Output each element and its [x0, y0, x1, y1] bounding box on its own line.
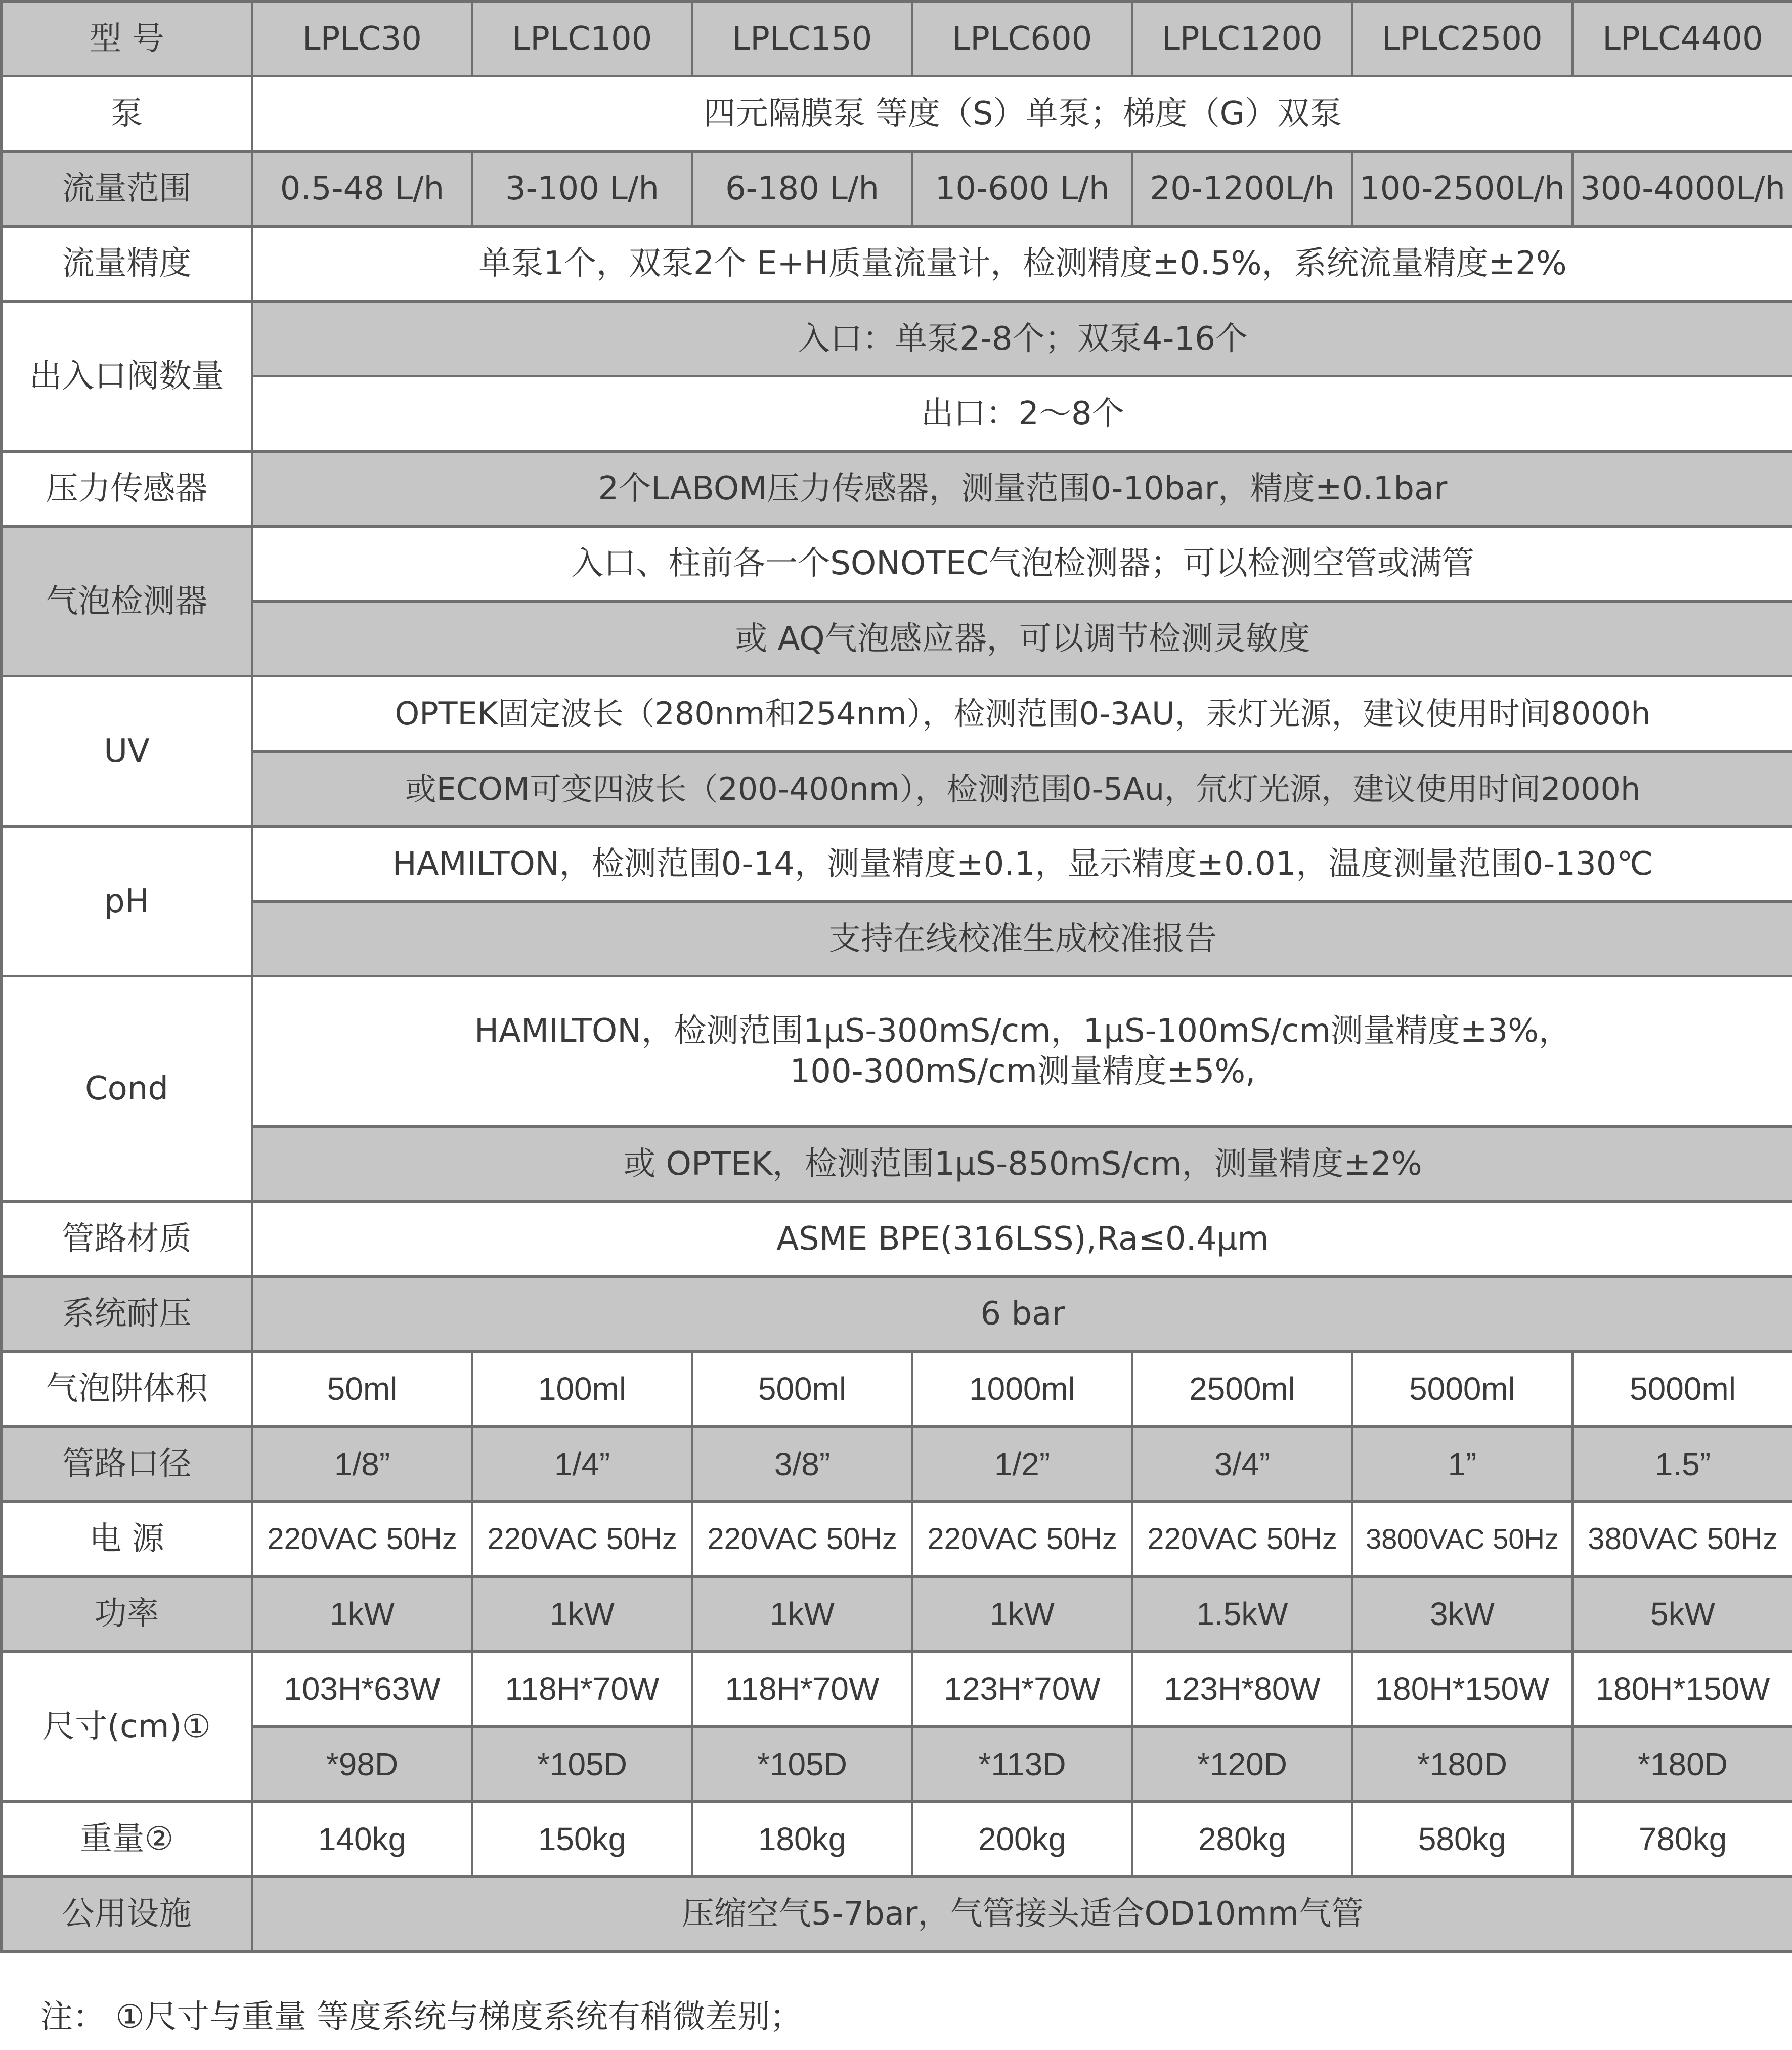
table-cell: 180H*150W — [1572, 1651, 1792, 1726]
table-cell: 3-100 L/h — [472, 151, 692, 226]
row-label: 出入口阀数量 — [2, 302, 252, 452]
pump-value: 四元隔膜泵 等度（S）单泵；梯度（G）双泵 — [252, 76, 1792, 151]
uv-row-2 — [2, 751, 1792, 826]
table-cell: 220VAC 50Hz — [472, 1502, 692, 1576]
uv-line2: 或ECOM可变四波长（200-400nm），检测范围0-5Au，氘灯光源，建议使用时间2000h — [252, 751, 1792, 826]
table-cell: 3/8” — [692, 1427, 912, 1502]
size-row-2 — [2, 1727, 1792, 1802]
table-cell: 500ml — [692, 1351, 912, 1426]
row-label: 气泡检测器 — [2, 526, 252, 676]
ph-line2: 支持在线校准生成校准报告 — [252, 902, 1792, 976]
table-cell: *180D — [1572, 1727, 1792, 1802]
power-supply-row — [2, 1502, 1792, 1576]
model-header: LPLC100 — [472, 2, 692, 76]
table-cell: 0.5-48 L/h — [252, 151, 472, 226]
table-cell: 180kg — [692, 1802, 912, 1876]
table-cell: 1/8” — [252, 1427, 472, 1502]
table-cell: 220VAC 50Hz — [912, 1502, 1132, 1576]
cond-line1a: HAMILTON，检测范围1μS-300mS/cm，1μS-100mS/cm测量精度±3%， — [474, 1012, 1571, 1050]
row-label: 电 源 — [2, 1502, 252, 1576]
bubble-detector-line2: 或 AQ气泡感应器，可以调节检测灵敏度 — [252, 602, 1792, 676]
flow-accuracy-row — [2, 226, 1792, 301]
table-cell: 220VAC 50Hz — [252, 1502, 472, 1576]
valves-row-2 — [2, 376, 1792, 451]
model-header: LPLC1200 — [1132, 2, 1352, 76]
row-label: 管路材质 — [2, 1202, 252, 1276]
table-cell: 2500ml — [1132, 1351, 1352, 1426]
table-cell: 3800VAC 50Hz — [1352, 1502, 1572, 1576]
utilities-row — [2, 1876, 1792, 1951]
model-header: LPLC4400 — [1572, 2, 1792, 76]
table-cell: 6-180 L/h — [692, 151, 912, 226]
flow-range-row — [2, 151, 1792, 226]
weight-row — [2, 1802, 1792, 1876]
table-cell: 5000ml — [1572, 1351, 1792, 1426]
table-cell: *105D — [472, 1727, 692, 1802]
table-cell: 140kg — [252, 1802, 472, 1876]
system-pressure-row — [2, 1276, 1792, 1351]
system-pressure-value: 6 bar — [252, 1276, 1792, 1351]
model-header: LPLC600 — [912, 2, 1132, 76]
flow-accuracy-value: 单泵1个，双泵2个 E+H质量流量计，检测精度±0.5%，系统流量精度±2% — [252, 226, 1792, 301]
pressure-sensor-value: 2个LABOM压力传感器，测量范围0-10bar，精度±0.1bar — [252, 451, 1792, 526]
uv-row — [2, 676, 1792, 751]
ph-row-2 — [2, 902, 1792, 976]
row-label: 公用设施 — [2, 1876, 252, 1951]
valves-inlet: 入口：单泵2-8个；双泵4-16个 — [252, 302, 1792, 376]
bubble-trap-row — [2, 1351, 1792, 1426]
table-cell: *105D — [692, 1727, 912, 1802]
row-label: 流量范围 — [2, 151, 252, 226]
table-cell: 1kW — [252, 1576, 472, 1651]
bubble-detector-row-2 — [2, 602, 1792, 676]
valves-row — [2, 302, 1792, 376]
pump-row — [2, 76, 1792, 151]
table-cell: 100ml — [472, 1351, 692, 1426]
table-cell: 1kW — [472, 1576, 692, 1651]
valves-outlet: 出口：2～8个 — [252, 376, 1792, 451]
row-label: 气泡阱体积 — [2, 1351, 252, 1426]
pipe-diameter-row — [2, 1427, 1792, 1502]
row-label: 压力传感器 — [2, 451, 252, 526]
row-label: 系统耐压 — [2, 1276, 252, 1351]
table-cell: 280kg — [1132, 1802, 1352, 1876]
table-cell: *113D — [912, 1727, 1132, 1802]
table-cell: 1/2” — [912, 1427, 1132, 1502]
bubble-detector-line1: 入口、柱前各一个SONOTEC气泡检测器；可以检测空管或满管 — [252, 526, 1792, 601]
cond-row-2 — [2, 1126, 1792, 1201]
table-cell: 10-600 L/h — [912, 151, 1132, 226]
row-label: Cond — [2, 976, 252, 1202]
table-cell: 1000ml — [912, 1351, 1132, 1426]
table-cell: 3kW — [1352, 1576, 1572, 1651]
table-cell: 150kg — [472, 1802, 692, 1876]
table-cell: 220VAC 50Hz — [692, 1502, 912, 1576]
cond-line2: 或 OPTEK，检测范围1μS-850mS/cm，测量精度±2% — [252, 1126, 1792, 1201]
footnote: 注： ①尺寸与重量 等度系统与梯度系统有稍微差别； — [40, 1998, 803, 2036]
table-cell: 123H*80W — [1132, 1651, 1352, 1726]
table-cell: *98D — [252, 1727, 472, 1802]
table-cell: 780kg — [1572, 1802, 1792, 1876]
power-row — [2, 1576, 1792, 1651]
row-label: 泵 — [2, 76, 252, 151]
model-header: LPLC30 — [252, 2, 472, 76]
model-header: LPLC2500 — [1352, 2, 1572, 76]
ph-line1: HAMILTON，检测范围0-14，测量精度±0.1，显示精度±0.01，温度测量范围0-130℃ — [252, 826, 1792, 901]
row-label: 重量② — [2, 1802, 252, 1876]
table-cell: 118H*70W — [472, 1651, 692, 1726]
table-cell: 220VAC 50Hz — [1132, 1502, 1352, 1576]
utilities-value: 压缩空气5-7bar，气管接头适合OD10mm气管 — [252, 1876, 1792, 1951]
header-label: 型 号 — [2, 2, 252, 76]
table-cell: 50ml — [252, 1351, 472, 1426]
model-header: LPLC150 — [692, 2, 912, 76]
table-cell: 380VAC 50Hz — [1572, 1502, 1792, 1576]
table-cell: 1” — [1352, 1427, 1572, 1502]
table-cell: 200kg — [912, 1802, 1132, 1876]
cond-row — [2, 976, 1792, 1127]
table-cell: 1.5kW — [1132, 1576, 1352, 1651]
table-cell: 3/4” — [1132, 1427, 1352, 1502]
table-cell: *120D — [1132, 1727, 1352, 1802]
table-cell: 1kW — [692, 1576, 912, 1651]
row-label: UV — [2, 676, 252, 827]
table-cell: 100-2500L/h — [1352, 151, 1572, 226]
table-cell: *180D — [1352, 1727, 1572, 1802]
cond-line1b: 100-300mS/cm测量精度±5%, — [790, 1053, 1256, 1091]
table-cell: 300-4000L/h — [1572, 151, 1792, 226]
row-label: 流量精度 — [2, 226, 252, 301]
table-cell: 20-1200L/h — [1132, 151, 1352, 226]
table-cell: 580kg — [1352, 1802, 1572, 1876]
table-cell: 1kW — [912, 1576, 1132, 1651]
table-cell: 103H*63W — [252, 1651, 472, 1726]
header-row — [2, 2, 1792, 76]
table-cell: 1.5” — [1572, 1427, 1792, 1502]
pipe-material-value: ASME BPE(316LSS),Ra≤0.4μm — [252, 1202, 1792, 1276]
row-label: 功率 — [2, 1576, 252, 1651]
table-cell: 5000ml — [1352, 1351, 1572, 1426]
bubble-detector-row — [2, 526, 1792, 601]
cond-line1 — [252, 976, 1792, 1127]
uv-line1: OPTEK固定波长（280nm和254nm），检测范围0-3AU，汞灯光源，建议使用时间8000h — [252, 676, 1792, 751]
table-cell: 1/4” — [472, 1427, 692, 1502]
row-label: pH — [2, 826, 252, 976]
table-cell: 180H*150W — [1352, 1651, 1572, 1726]
row-label: 尺寸(cm)① — [2, 1651, 252, 1802]
ph-row — [2, 826, 1792, 901]
table-cell: 118H*70W — [692, 1651, 912, 1726]
table-cell: 5kW — [1572, 1576, 1792, 1651]
pressure-sensor-row — [2, 451, 1792, 526]
size-row — [2, 1651, 1792, 1726]
table-cell: 123H*70W — [912, 1651, 1132, 1726]
row-label: 管路口径 — [2, 1427, 252, 1502]
pipe-material-row — [2, 1202, 1792, 1276]
